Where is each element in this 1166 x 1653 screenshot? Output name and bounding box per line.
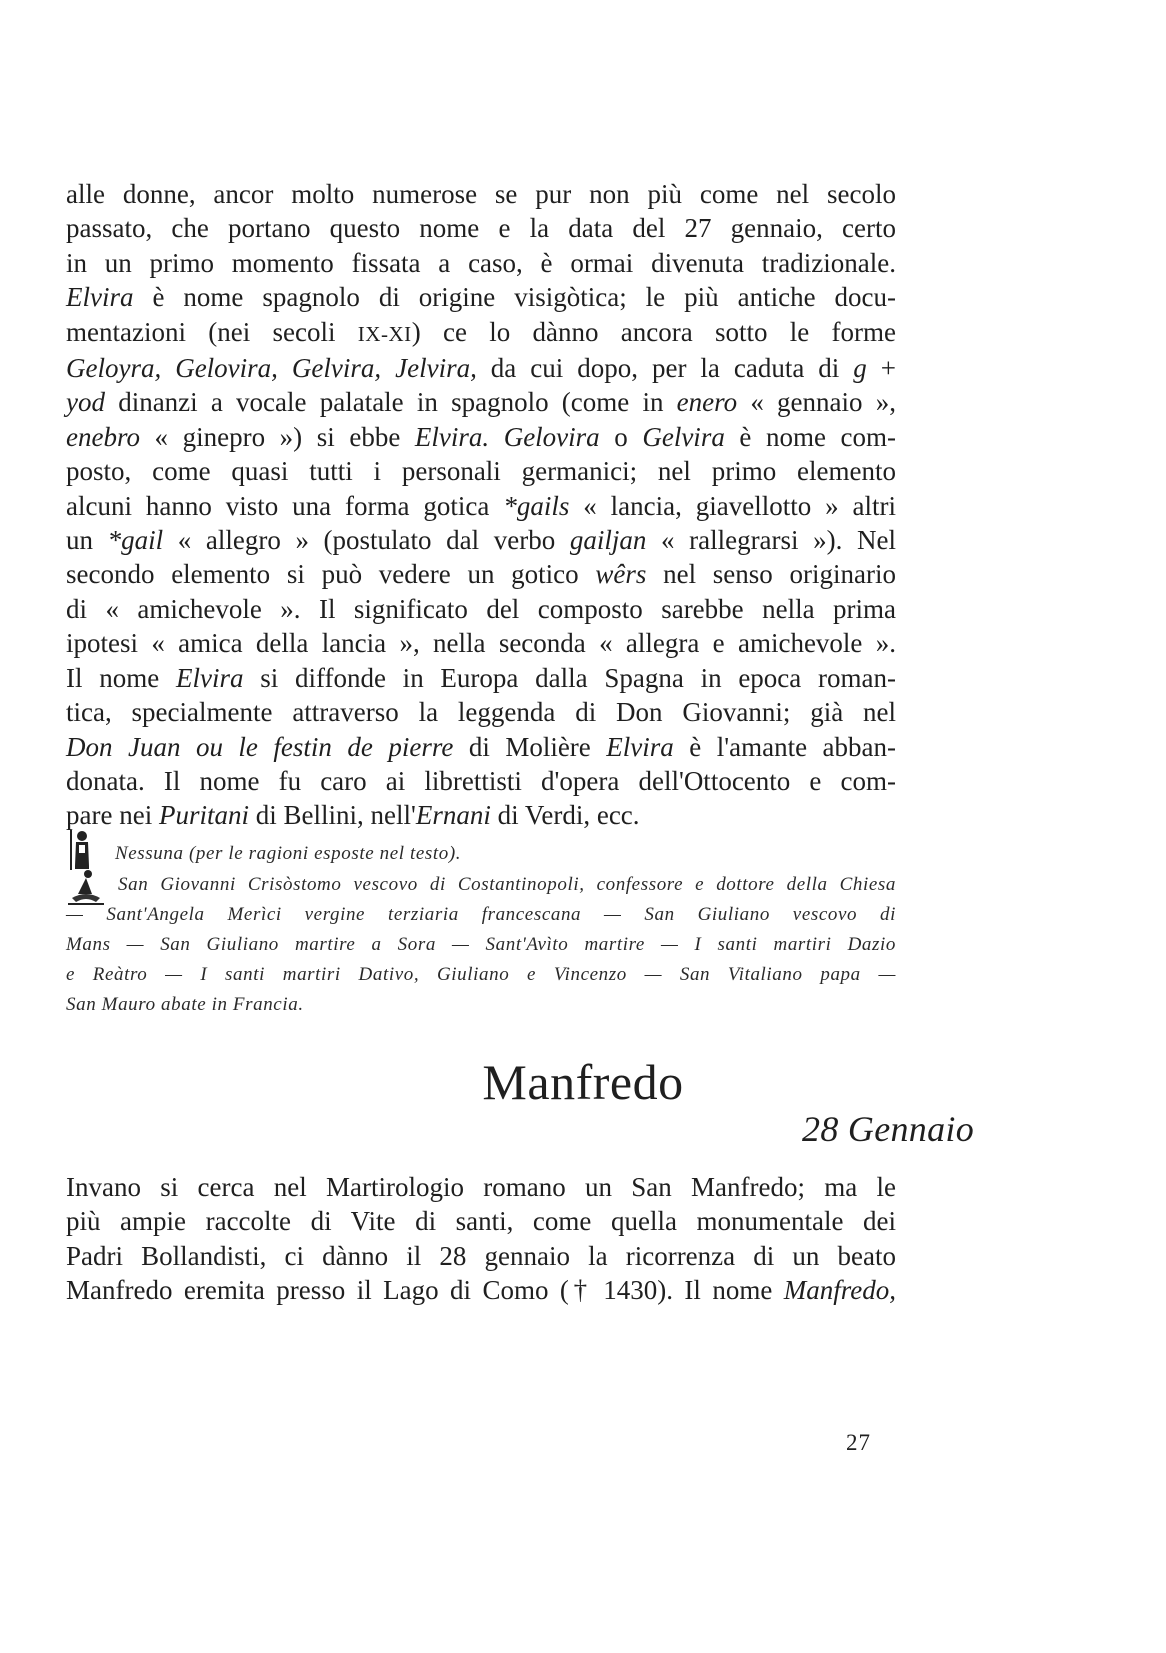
text-line: alcuni hanno visto una forma gotica *gails « lancia, giavellotto » altri [66,490,896,521]
text-line: mentazioni (nei secoli IX-XI) ce lo dànno ancora sotto le forme [66,316,896,347]
saints-of-the-day [66,870,896,1020]
paragraph-manfredo [66,1170,896,1308]
text-line: di « amichevole ». Il significato del composto sarebbe nella prima [66,593,896,624]
text-line: tica, specialmente attraverso la leggenda di Don Giovanni; già nel [66,697,896,728]
text-line: Elvira è nome spagnolo di origine visigòtica; le più antiche docu- [66,282,896,313]
text-line: più ampie raccolte di Vite di santi, come quella monumentale dei [66,1206,896,1237]
text-line: alle donne, ancor molto numerose se pur non più come nel secolo [66,179,896,209]
text-line: posto, come quasi tutti i personali germanici; nel primo elemento [66,456,896,487]
section-title: Manfredo [482,1054,684,1110]
text-line: ipotesi « amica della lancia », nella seconda « allegra e amichevole ». [66,628,896,659]
text-line: Il nome Elvira si diffonde in Europa dalla Spagna in epoca roman- [66,662,896,693]
section-date: 28 Gennaio [802,1109,974,1149]
saints-line: San Mauro abate in Francia. [66,994,304,1015]
text-line: enebro « ginepro ») si ebbe Elvira. Gelovira o Gelvira è nome com- [66,421,897,452]
text-line: un *gail « allegro » (postulato dal verbo gailjan « rallegrarsi »). Nel [66,525,896,556]
paragraph-elvira [66,177,896,833]
text-line: in un primo momento fissata a caso, è ormai divenuta tradizionale. [66,247,896,278]
page-number: 27 [846,1430,871,1455]
text-line: passato, che portano questo nome e la data del 27 gennaio, certo [66,213,896,244]
saints-line: e Reàtro — I santi martiri Dativo, Giuliano e Vincenzo — San Vitaliano papa — [66,964,896,985]
nameless-note: Nessuna (per le ragioni esposte nel testo). [115,843,462,864]
standing-figure-icon [67,826,95,872]
text-line: secondo elemento si può vedere un gotico wêrs nel senso originario [66,559,896,590]
text-line: Geloyra, Gelovira, Gelvira, Jelvira, da cui dopo, per la caduta di g + [66,353,897,384]
text-line: pare nei Puritani di Bellini, nell'Ernani di Verdi, ecc. [66,800,640,831]
text-line: donata. Il nome fu caro ai librettisti d'opera dell'Ottocento e com- [66,765,896,796]
saints-line: — Sant'Angela Merìci vergine terziaria francescana — San Giuliano vescovo di [66,904,896,925]
text-line: Don Juan ou le festin de pierre di Molière Elvira è l'amante abban- [66,731,896,762]
text-line: Manfredo eremita presso il Lago di Como († 1430). Il nome Manfredo, [66,1275,896,1306]
saints-line: San Giovanni Crisòstomo vescovo di Costantinopoli, confessore e dottore della Chiesa [118,874,896,895]
text-line: Padri Bollandisti, ci dànno il 28 gennaio la ricorrenza di un beato [66,1240,896,1271]
text-line: Invano si cerca nel Martirologio romano un San Manfredo; ma le [66,1172,896,1202]
saints-line: Mans — San Giuliano martire a Sora — Sant'Avìto martire — I santi martiri Dazio [66,934,896,955]
text-line: yod dinanzi a vocale palatale in spagnolo (come in enero « gennaio », [66,387,896,418]
